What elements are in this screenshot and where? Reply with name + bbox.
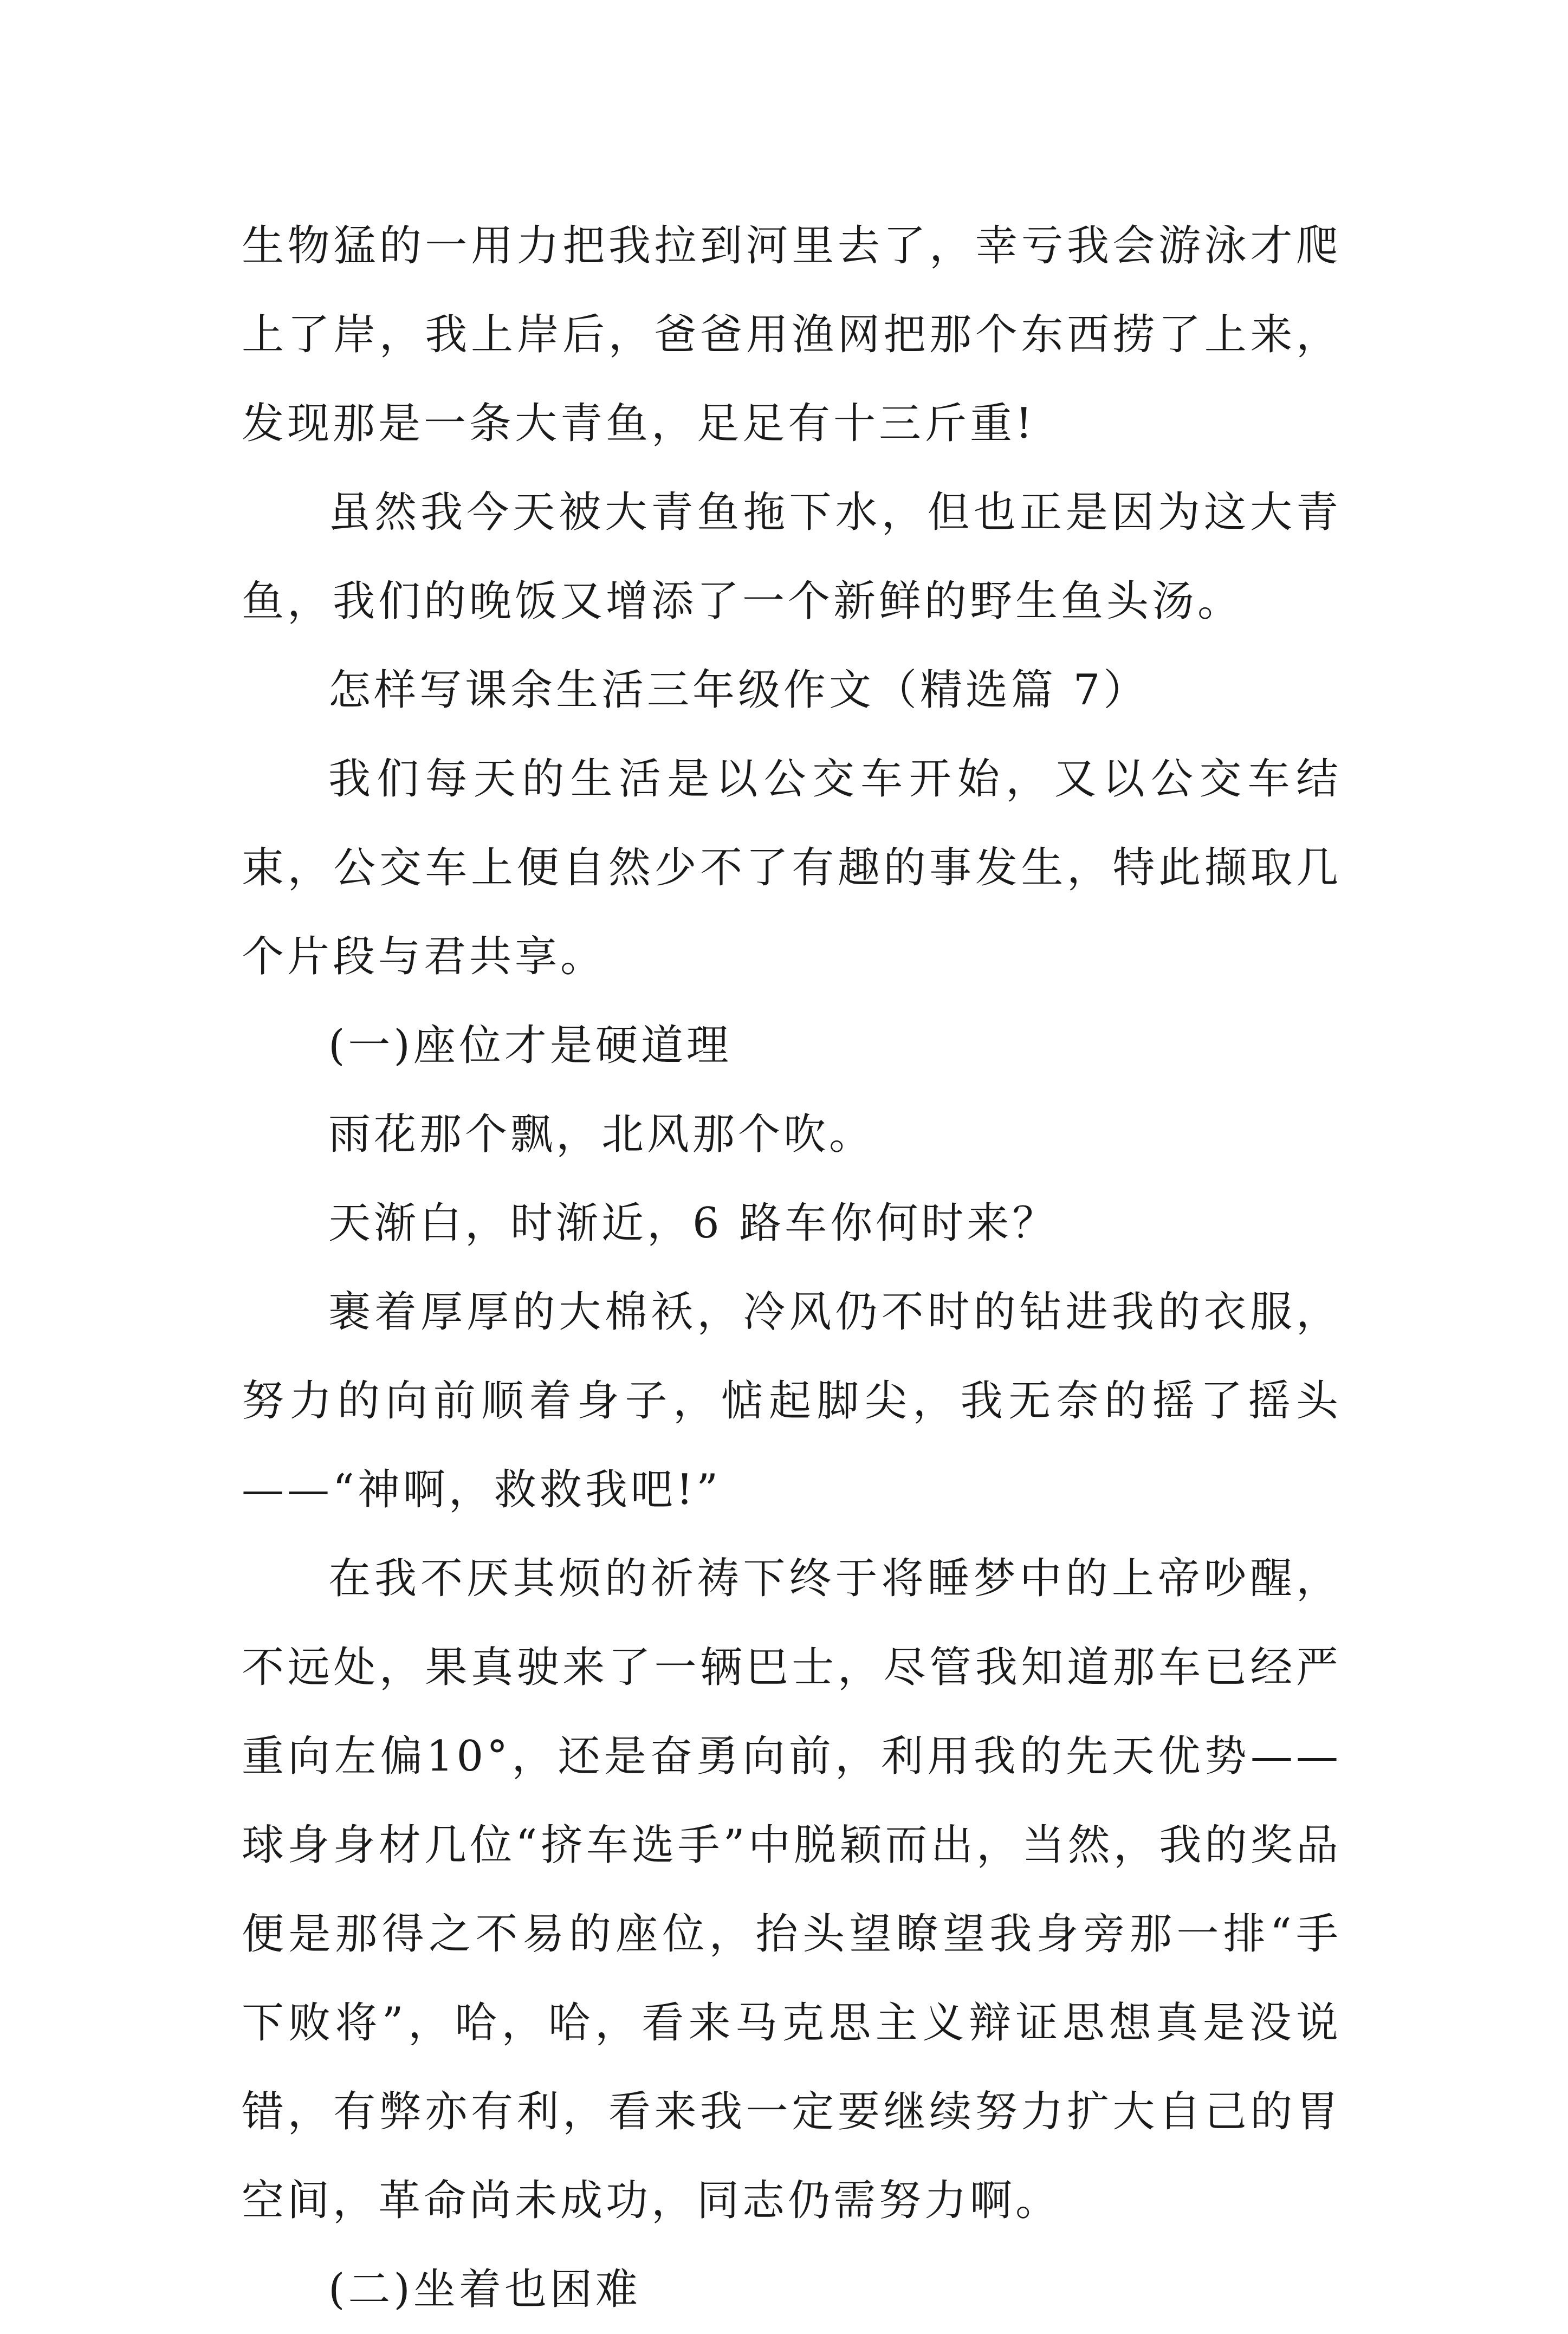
paragraph-3: 我们每天的生活是以公交车开始，又以公交车结束，公交车上便自然少不了有趣的事发生，特此撷取几个片段与君共享。: [242, 755, 1342, 981]
paragraph-4: 雨花那个飘，北风那个吹。: [328, 1110, 875, 1159]
article-body: [242, 202, 1342, 2334]
paragraph-2: 虽然我今天被大青鱼拖下水，但也正是因为这大青鱼，我们的晚饭又增添了一个新鲜的野生鱼头汤。: [242, 488, 1342, 626]
paragraph-7: 在我不厌其烦的祈祷下终于将睡梦中的上帝吵醒，不远处，果真驶来了一辆巴士，尽管我知道那车已经严重向左偏10°，还是奋勇向前，利用我的先天优势——球身身材几位“挤车选手”中脱颖而出，当然，我的奖品便是那得之不易的座位，抬头望瞭望我身旁那一排“手下败将”，哈，哈，看来马克思主义辩证思想真是没说错，有弊亦有利，看来我一定要继续努力扩大自己的胃空间，革命尚未成功，同志仍需努力啊。: [242, 1554, 1342, 2225]
subheading-1: (一)座位才是硬道理: [328, 1021, 732, 1070]
paragraph-1: 生物猛的一用力把我拉到河里去了，幸亏我会游泳才爬上了岸，我上岸后，爸爸用渔网把那个东西捞了上来，发现那是一条大青鱼，足足有十三斤重!: [242, 222, 1342, 448]
subheading-2: (二)坐着也困难: [328, 2265, 641, 2314]
section-title: 怎样写课余生活三年级作文（精选篇 7）: [328, 666, 1149, 715]
paragraph-5: 天渐白，时渐近，6 路车你何时来？: [328, 1199, 1058, 1248]
paragraph-6: 裹着厚厚的大棉袄，冷风仍不时的钻进我的衣服，努力的向前顺着身子，惦起脚尖，我无奈的摇了摇头——“神啊，救救我吧!”: [242, 1288, 1342, 1514]
